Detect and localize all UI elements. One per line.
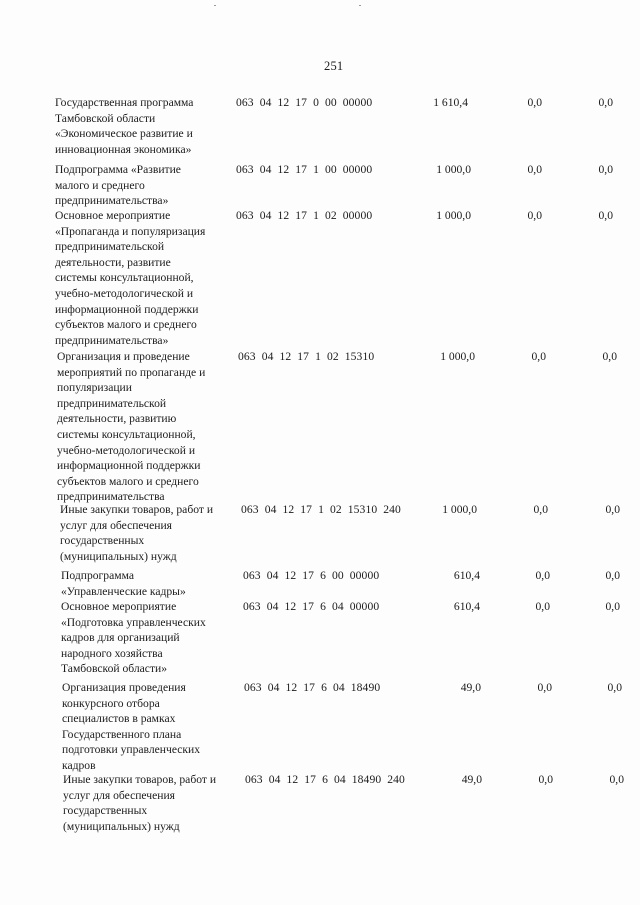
amount-year-1: 1 610,4 <box>433 96 468 109</box>
row-name <box>57 349 245 505</box>
amount-year-3: 0,0 <box>605 503 620 516</box>
row-name <box>60 502 248 564</box>
row-name-line: Тамбовской области <box>55 111 156 125</box>
row-name-line: Организация и проведение <box>57 350 190 363</box>
row-name-line: учебно-методологической и <box>55 286 194 300</box>
amount-year-3: 0,0 <box>605 569 620 582</box>
row-name-line: Государственная программа <box>55 96 194 109</box>
row-name-line: системы консультационной, <box>55 271 194 285</box>
row-name-line: Государственного плана <box>62 727 182 741</box>
row-name-line: мероприятий по пропаганде и <box>57 365 206 379</box>
row-name-line: «Подготовка управленческих <box>61 615 206 629</box>
row-name <box>55 162 243 209</box>
budget-classification-code: 063 04 12 17 1 02 00000 <box>236 209 373 222</box>
row-name <box>55 95 243 157</box>
row-name-line: Организация проведения <box>62 681 186 694</box>
row-name-line: Основное мероприятие <box>61 600 177 613</box>
row-name-line: «Управленческие кадры» <box>61 584 186 598</box>
budget-classification-code: 063 04 12 17 6 00 00000 <box>243 569 380 582</box>
row-name-line: популяризации <box>57 381 132 395</box>
row-name <box>55 208 243 348</box>
row-name-line: предпринимательства <box>57 490 165 504</box>
amount-year-2: 0,0 <box>531 350 546 363</box>
row-name-line: народного хозяйства <box>61 646 163 660</box>
row-name-line: информационной поддержки <box>55 302 199 316</box>
row-name-line: субъектов малого и среднего <box>57 474 199 488</box>
row-name-line: кадров <box>62 758 96 772</box>
amount-year-3: 0,0 <box>609 773 624 786</box>
row-name-line: Тамбовской области» <box>61 662 168 676</box>
budget-classification-code: 063 04 12 17 0 00 00000 <box>236 96 373 109</box>
row-name-line: подготовки управленческих <box>62 743 201 757</box>
budget-classification-code: 063 04 12 17 1 00 00000 <box>236 163 373 176</box>
amount-year-3: 0,0 <box>598 96 613 109</box>
amount-year-3: 0,0 <box>602 350 617 363</box>
amount-year-3: 0,0 <box>598 163 613 176</box>
row-name-line: конкурсного отбора <box>62 696 160 710</box>
row-name-line: учебно-методологической и <box>57 443 196 457</box>
row-name-line: деятельности, развитию <box>57 412 177 426</box>
row-name-line: предпринимательства» <box>55 194 169 208</box>
amount-year-2: 0,0 <box>538 773 553 786</box>
amount-year-1: 1 000,0 <box>442 503 477 516</box>
row-name-line: Основное мероприятие <box>55 209 171 222</box>
amount-year-1: 610,4 <box>453 569 480 582</box>
scan-speck <box>359 5 361 6</box>
page-number: 251 <box>324 59 344 73</box>
amount-year-3: 0,0 <box>605 600 620 613</box>
amount-year-2: 0,0 <box>533 503 548 516</box>
amount-year-1: 610,4 <box>453 600 480 613</box>
budget-classification-code: 063 04 12 17 6 04 18490 240 <box>245 773 405 786</box>
row-name-line: системы консультационной, <box>57 427 196 441</box>
row-name-line: инновационная экономика» <box>55 142 192 156</box>
row-name-line: предпринимательской <box>57 396 167 410</box>
amount-year-1: 49,0 <box>460 681 481 694</box>
row-name <box>62 680 250 774</box>
amount-year-2: 0,0 <box>527 163 542 176</box>
row-name-line: малого и среднего <box>55 178 145 192</box>
row-name-line: Иные закупки товаров, работ и <box>63 773 217 786</box>
row-name <box>63 772 251 834</box>
row-name-line: государственных <box>63 804 148 818</box>
row-name-line: специалистов в рамках <box>62 712 176 726</box>
row-name-line: кадров для организаций <box>61 631 180 645</box>
row-name-line: (муниципальных) нужд <box>60 549 177 563</box>
scan-speck <box>214 5 216 6</box>
amount-year-1: 49,0 <box>461 773 482 786</box>
budget-classification-code: 063 04 12 17 1 02 15310 240 <box>241 503 401 516</box>
row-name-line: деятельности, развитие <box>55 255 171 269</box>
row-name-line: предпринимательства» <box>55 333 169 347</box>
row-name-line: Подпрограмма «Развитие <box>55 163 181 176</box>
amount-year-2: 0,0 <box>537 681 552 694</box>
row-name-line: информационной поддержки <box>57 459 201 473</box>
amount-year-3: 0,0 <box>607 681 622 694</box>
row-name-line: государственных <box>60 534 145 548</box>
amount-year-3: 0,0 <box>598 209 613 222</box>
row-name <box>61 599 249 677</box>
row-name-line: «Экономическое развитие и <box>55 127 193 141</box>
amount-year-1: 1 000,0 <box>436 209 471 222</box>
amount-year-2: 0,0 <box>527 209 542 222</box>
row-name <box>61 568 249 599</box>
amount-year-1: 1 000,0 <box>440 350 475 363</box>
amount-year-2: 0,0 <box>535 569 550 582</box>
row-name-line: Иные закупки товаров, работ и <box>60 503 214 516</box>
amount-year-1: 1 000,0 <box>436 163 471 176</box>
row-name-line: предпринимательской <box>55 240 165 254</box>
budget-classification-code: 063 04 12 17 6 04 18490 <box>244 681 381 694</box>
row-name-line: услуг для обеспечения <box>60 518 172 532</box>
row-name-line: услуг для обеспечения <box>63 788 175 802</box>
budget-classification-code: 063 04 12 17 1 02 15310 <box>238 350 375 363</box>
amount-year-2: 0,0 <box>527 96 542 109</box>
row-name-line: «Пропаганда и популяризация <box>55 224 206 238</box>
row-name-line: (муниципальных) нужд <box>63 819 180 833</box>
row-name-line: Подпрограмма <box>61 569 134 582</box>
amount-year-2: 0,0 <box>535 600 550 613</box>
row-name-line: субъектов малого и среднего <box>55 318 197 332</box>
budget-classification-code: 063 04 12 17 6 04 00000 <box>243 600 380 613</box>
